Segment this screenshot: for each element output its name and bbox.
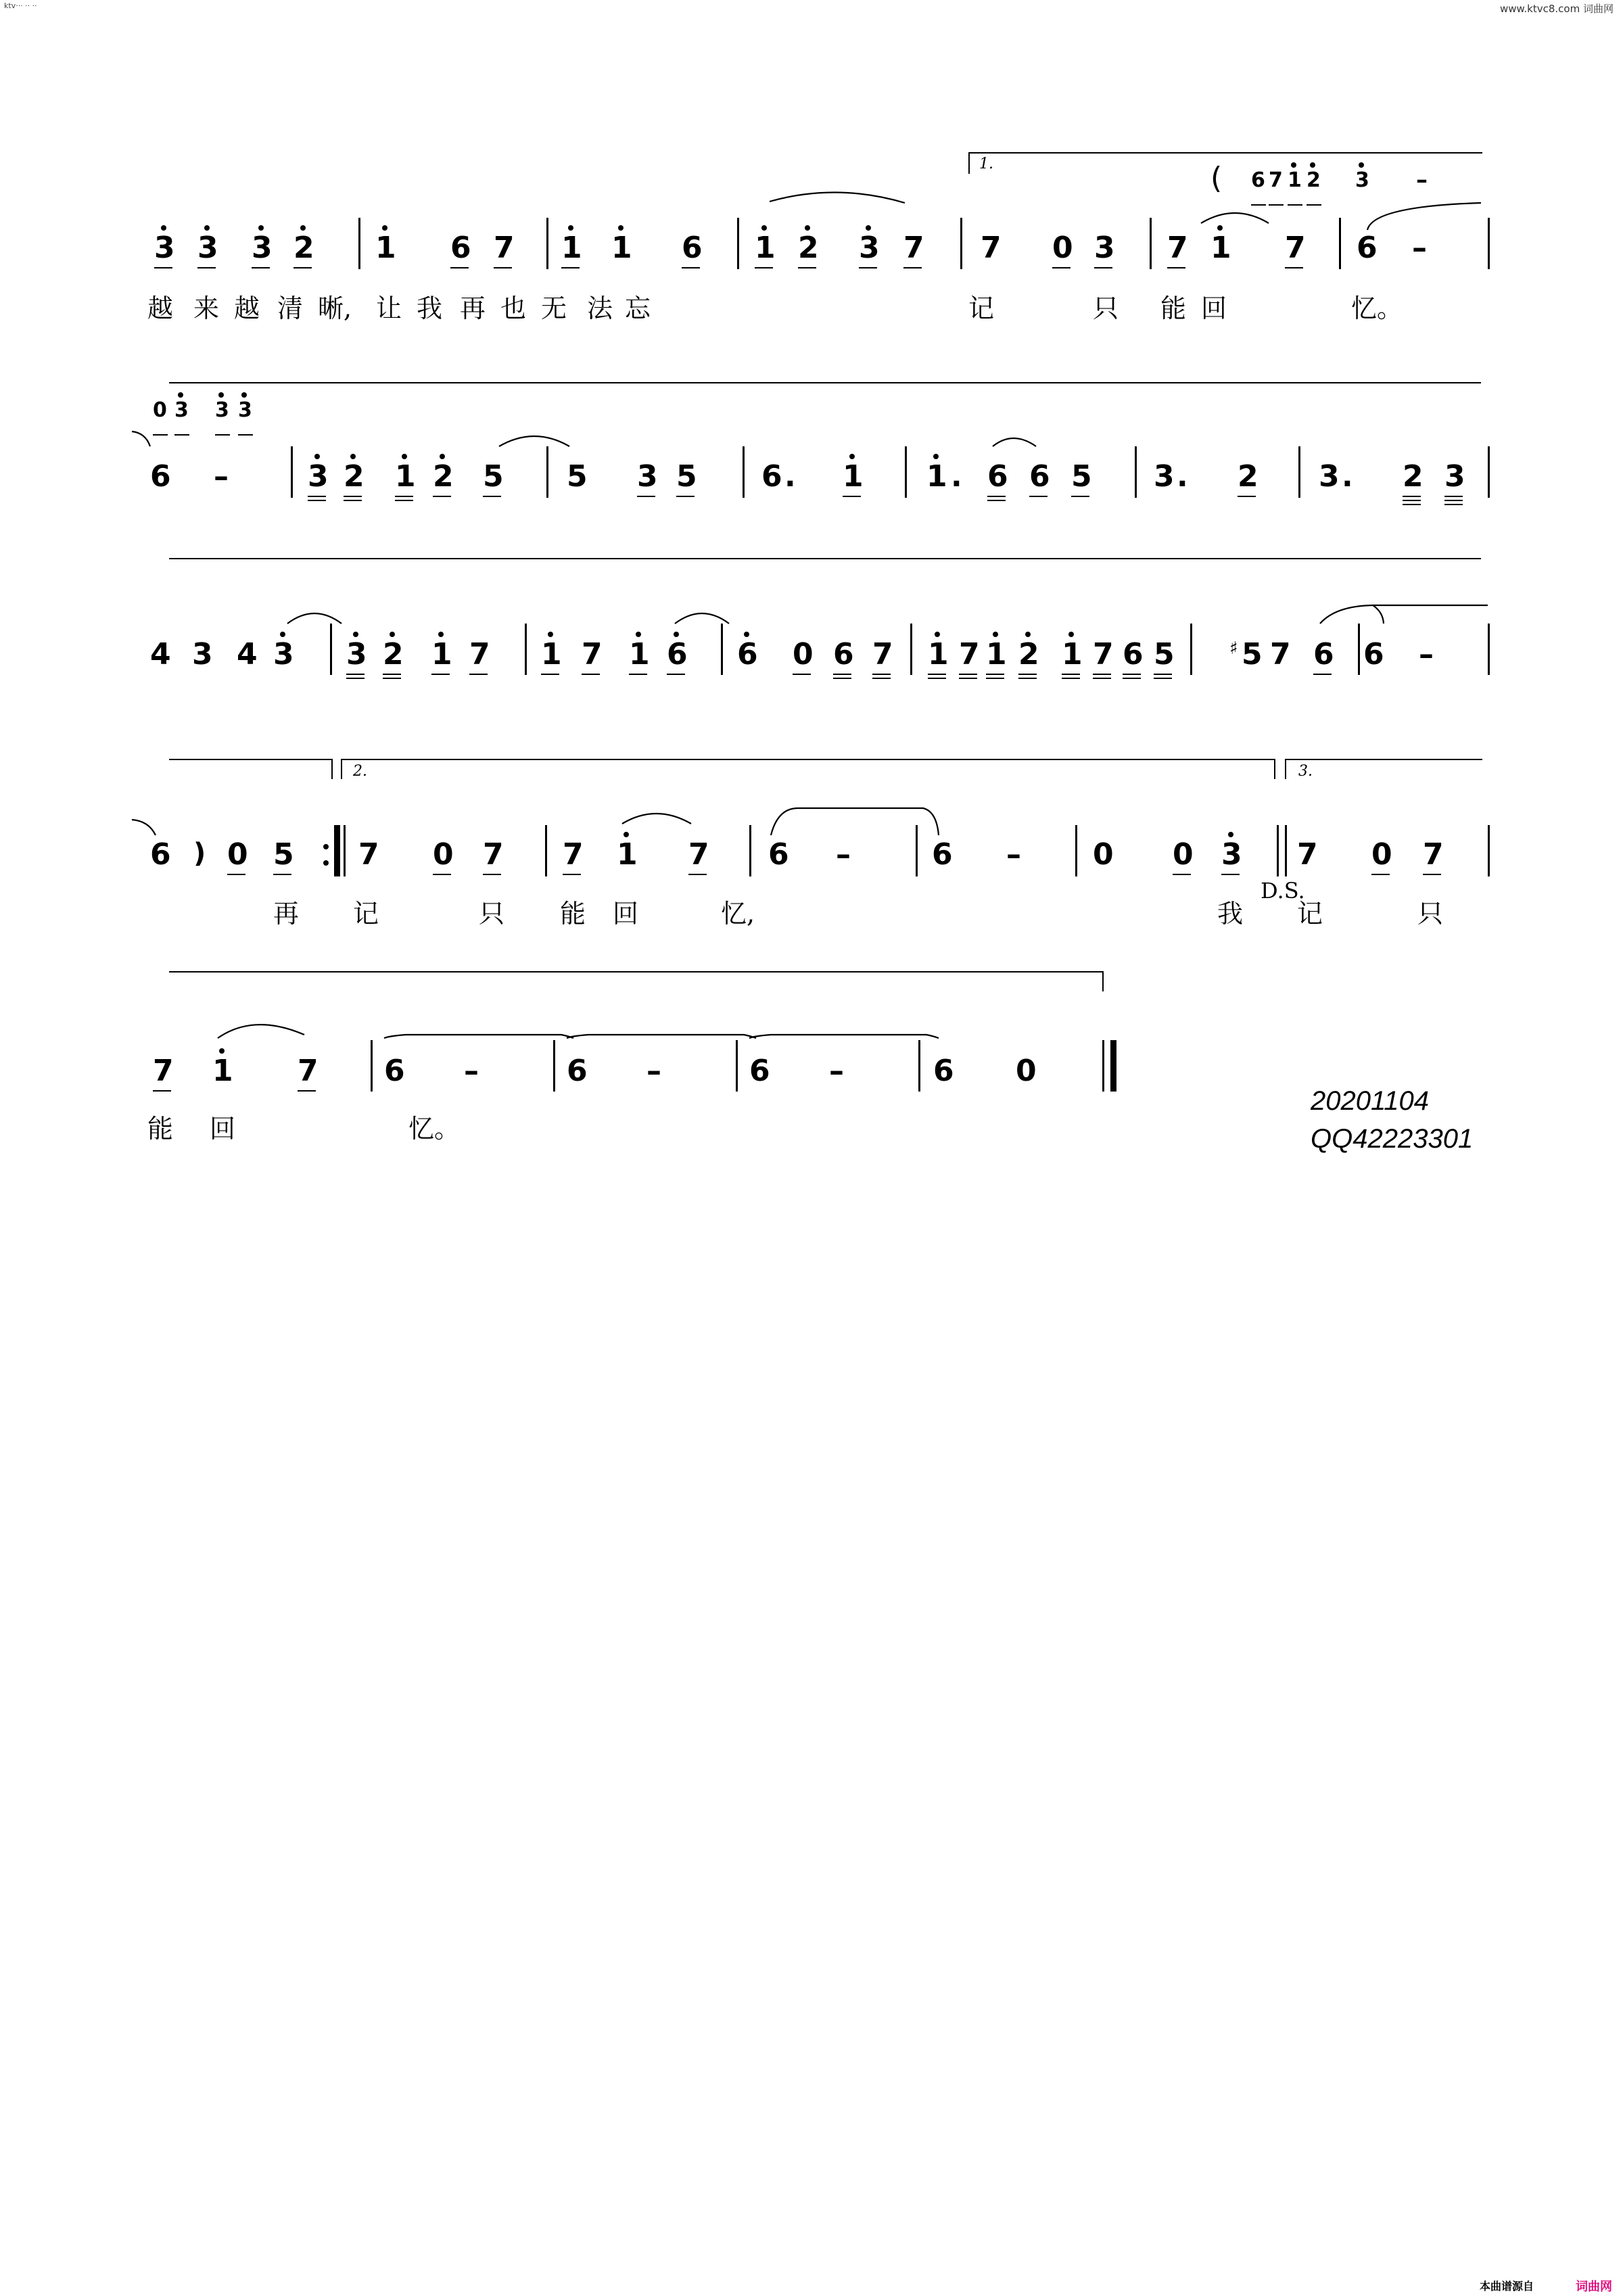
jianpu-note: 6 [1357,231,1378,265]
jianpu-note: 5 [1154,637,1175,672]
jianpu-note: 6 [833,637,854,672]
jianpu-note: 7 [1269,168,1283,192]
jianpu-note: 6 [384,1054,405,1088]
lyric-char: 记 [353,899,379,929]
jianpu-note: 2 [1018,637,1039,672]
jianpu-note: – [1006,837,1021,872]
lyric-char: 清 [277,294,304,323]
jianpu-note: 5 [1242,637,1263,672]
jianpu-note: 0 [153,398,167,422]
jianpu-note: 1 [431,637,452,672]
jianpu-note: 7 [959,637,980,672]
jianpu-note: 7 [1285,231,1306,265]
jianpu-note: 7 [1270,637,1291,672]
lyric-char: 忆。 [408,1114,461,1144]
jianpu-note: 2 [293,231,314,265]
jianpu-note: 7 [469,637,490,672]
jianpu-note: 2 [1403,459,1424,494]
jianpu-note: 0 [793,637,814,672]
jianpu-note: 0 [1052,231,1073,265]
jianpu-note: 3 [192,637,213,672]
jianpu-note: 6 [150,837,171,872]
lyric-char: 法 [587,294,613,323]
jianpu-note: 1 [629,637,650,672]
jianpu-note: 7 [903,231,924,265]
jianpu-note: 0 [1371,837,1392,872]
jianpu-note: 0 [1173,837,1194,872]
jianpu-note: 1 [755,231,776,265]
jianpu-note: 0 [1093,837,1114,872]
jianpu-note: 5 [676,459,697,494]
jianpu-note: 6 [1251,168,1265,192]
slur [770,192,905,203]
jianpu-note: 7 [494,231,515,265]
site-logo: 词曲网 [1576,2280,1612,2294]
jianpu-note: 1 [928,637,949,672]
jianpu-note: 3 [346,637,367,672]
jianpu-note: 5 [273,837,294,872]
jianpu-note: 6 [450,231,471,265]
source-label: 本曲谱源自 [1479,2280,1534,2293]
slur [499,436,569,446]
jianpu-note: 7 [483,837,504,872]
jianpu-note: 2 [433,459,454,494]
jianpu-note: 4 [150,637,171,672]
jianpu-note: 2 [1307,168,1321,192]
jianpu-note: 0 [1016,1054,1037,1088]
jianpu-note: 1 [1210,231,1231,265]
qq-signature: QQ42223301 [1311,1124,1474,1154]
slur [132,431,150,446]
jianpu-note: ♯ [1229,638,1238,659]
jianpu-note: 3 [859,231,880,265]
dash: – [1416,166,1428,193]
jianpu-note: 7 [872,637,893,672]
jianpu-note: 6 [761,459,782,494]
jianpu-note: . [1177,459,1188,494]
slur [993,438,1036,446]
jianpu-note: 0 [227,837,248,872]
lyric-char: 只 [1093,294,1119,323]
tie [749,1035,939,1038]
jianpu-note: – [1412,231,1427,265]
tie [1373,605,1384,624]
jianpu-note: 6 [737,637,758,672]
jianpu-note: 1 [1062,637,1083,672]
slur [287,613,342,624]
jianpu-note: – [464,1054,479,1088]
jianpu-note: . [1342,459,1353,494]
slur [675,613,729,624]
jianpu-note: 3 [637,459,658,494]
slur [1367,203,1481,230]
lyric-char: 忆, [721,899,755,929]
jianpu-note: 1 [541,637,562,672]
jianpu-note: . [951,459,962,494]
jianpu-note: 1 [843,459,864,494]
site-url[interactable]: www.ktvc8.com 词曲网 [1499,3,1614,15]
lyric-char: 晰, [318,294,352,323]
jianpu-note: 3 [273,637,294,672]
jianpu-note: ) [193,838,206,869]
tie [771,808,939,835]
jianpu-note: 7 [1423,837,1444,872]
jianpu-note: – [836,837,851,872]
jianpu-note: 3 [174,398,189,422]
jianpu-note: 6 [1029,459,1050,494]
lyric-char: 只 [1417,899,1444,929]
jianpu-note: 5 [1071,459,1092,494]
lyric-char: 能 [1160,294,1187,323]
lyric-char: 回 [1201,294,1227,323]
slur [1201,213,1269,223]
lyric-char: 能 [560,899,586,929]
jianpu-note: 1 [561,231,582,265]
jianpu-note: 7 [153,1054,174,1088]
jianpu-note: 3 [308,459,329,494]
lyric-char: 无 [541,294,567,323]
jianpu-note: 6 [749,1054,770,1088]
jianpu-note: 2 [1238,459,1259,494]
jianpu-note: 4 [237,637,258,672]
lyric-char: 回 [613,899,639,929]
lyric-char: 记 [1297,899,1323,929]
slur [218,1025,304,1038]
jianpu-note: 3 [252,231,273,265]
lyric-char: 记 [968,294,995,323]
lyric-char: 忘 [625,294,651,323]
jianpu-note: 1 [395,459,416,494]
lyric-char: 让 [376,294,402,323]
jianpu-note: . [784,459,796,494]
jianpu-note: 5 [567,459,588,494]
volta-label-2: 2. [353,763,367,780]
lyric-char: 忆。 [1351,294,1403,323]
jianpu-note: 3 [1154,459,1175,494]
jianpu-note: 3 [197,231,218,265]
volta-label-3: 3. [1298,763,1313,780]
jianpu-note: 3 [1094,231,1115,265]
jianpu-note: 3 [1444,459,1465,494]
lyric-char: 越 [234,294,260,323]
lyric-char: 越 [147,294,174,323]
lyric-char: 我 [417,294,443,323]
date-signature: 20201104 [1311,1086,1429,1116]
jianpu-note: 7 [563,837,584,872]
jianpu-note: 5 [483,459,504,494]
lyric-char: 再 [273,899,300,929]
jianpu-note: 6 [768,837,789,872]
tiny-header-text: ktv··· ·· ·· [4,1,37,10]
jianpu-note: 1 [617,837,638,872]
jianpu-note: 1 [375,231,396,265]
tie [1320,605,1488,624]
jianpu-note: 0 [433,837,454,872]
jianpu-note: 7 [358,837,379,872]
lyric-char: 也 [500,294,527,323]
jianpu-note: 2 [344,459,364,494]
jianpu-note: 6 [932,837,953,872]
jianpu-note: 6 [933,1054,954,1088]
jianpu-note: 6 [150,459,171,494]
jianpu-note: 3 [1355,168,1369,192]
jianpu-note: 6 [1313,637,1334,672]
lyric-char: 只 [479,899,505,929]
jianpu-note: 3 [1319,459,1340,494]
jianpu-note: 3 [215,398,229,422]
volta-label-1: 1. [979,156,993,172]
jianpu-note: 7 [1093,637,1114,672]
slur [622,814,691,824]
lyric-char: 来 [193,294,220,323]
jianpu-note: 3 [154,231,175,265]
jianpu-note: 6 [987,459,1008,494]
jianpu-note: 6 [567,1054,588,1088]
jianpu-note: 7 [582,637,603,672]
ds-marking: D.S. [1261,878,1305,904]
jianpu-note: 1 [611,231,632,265]
jianpu-note: 7 [1297,837,1318,872]
jianpu-note: – [214,459,229,494]
tie [567,1035,756,1038]
jianpu-note: 6 [1123,637,1144,672]
jianpu-note: 2 [383,637,404,672]
slur [132,820,156,835]
jianpu-note: 7 [981,231,1002,265]
jianpu-note: 1 [1288,168,1302,192]
lyric-char: 能 [147,1114,174,1144]
jianpu-note: – [646,1054,661,1088]
tie [384,1035,573,1038]
jianpu-note: 6 [667,637,688,672]
jianpu-note: 7 [688,837,709,872]
jianpu-note: 6 [682,231,703,265]
bracket-paren: ( [1210,161,1223,195]
jianpu-note: 7 [1167,231,1188,265]
jianpu-note: 3 [1221,837,1242,872]
lyric-char: 再 [460,294,486,323]
jianpu-note: – [1419,637,1434,672]
jianpu-note: 1 [986,637,1007,672]
jianpu-note: 3 [238,398,252,422]
jianpu-note: – [829,1054,844,1088]
jianpu-note: 1 [212,1054,233,1088]
lyric-char: 我 [1217,899,1244,929]
lyric-char: 回 [210,1114,236,1144]
jianpu-note: 7 [298,1054,319,1088]
jianpu-note: 2 [798,231,819,265]
jianpu-note: 6 [1363,637,1384,672]
jianpu-note: 1 [926,459,947,494]
